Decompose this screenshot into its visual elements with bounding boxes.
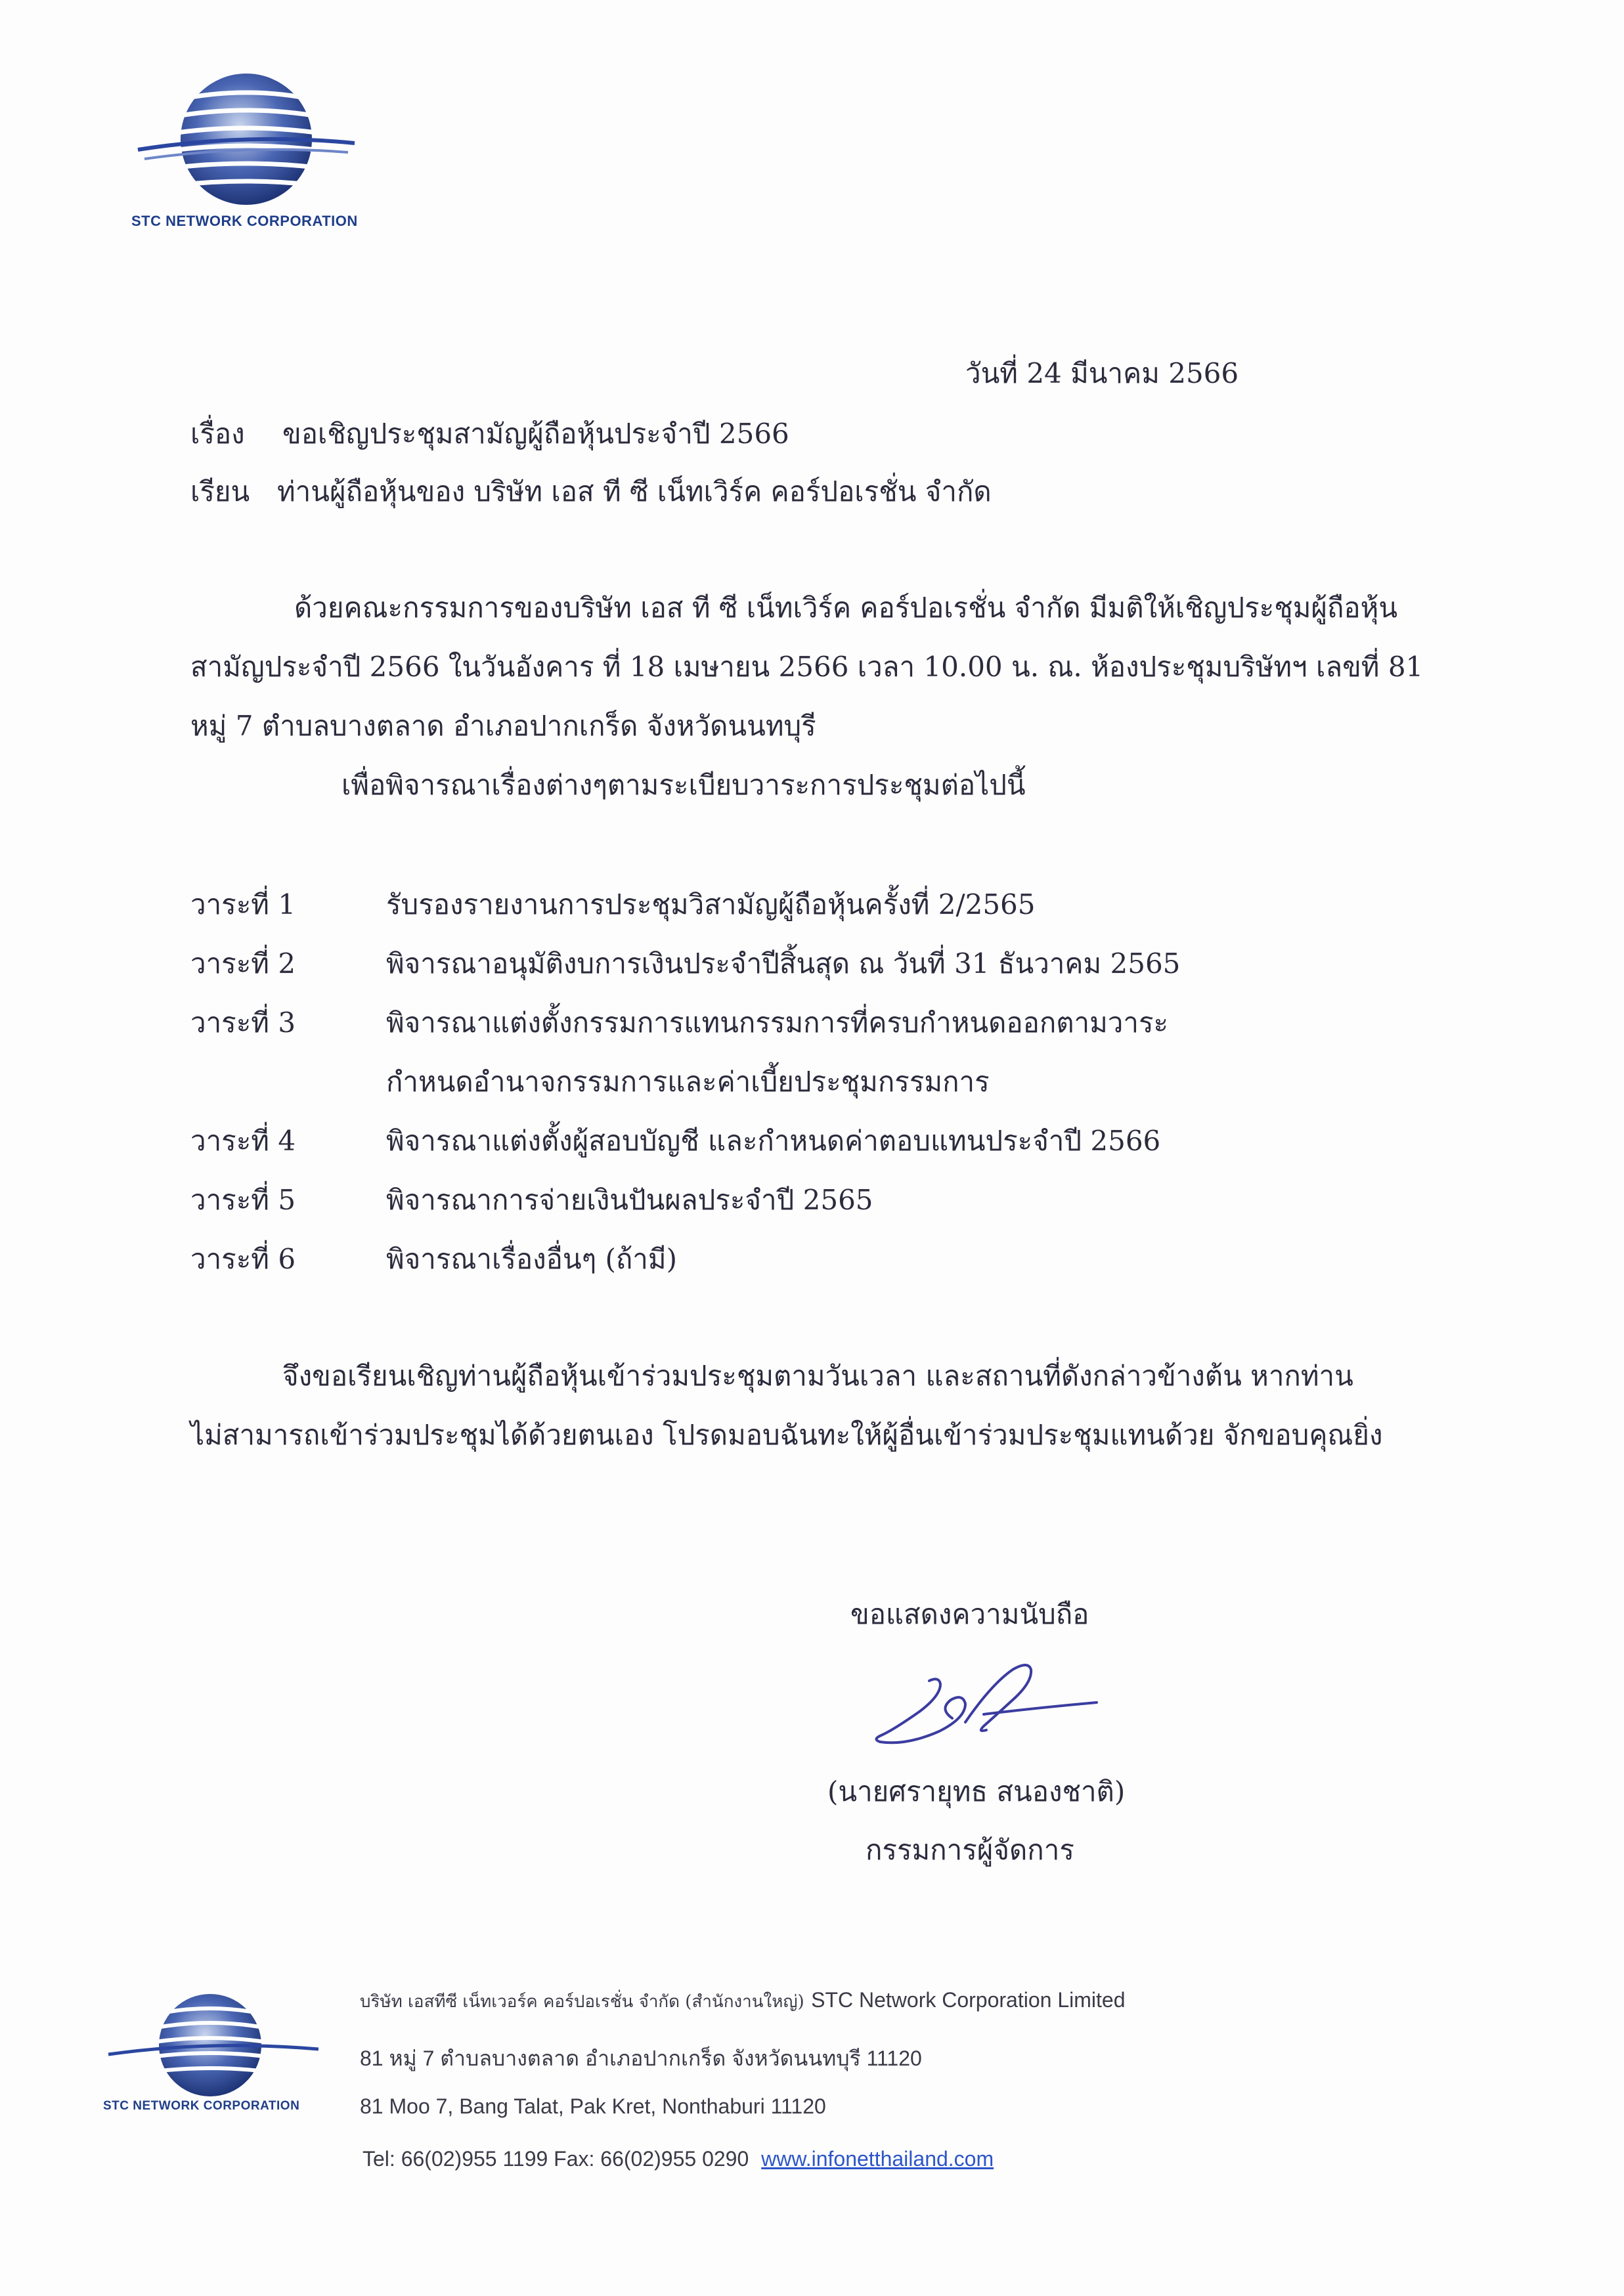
closing-line-1: จึงขอเรียนเชิญท่านผู้ถือหุ้นเข้าร่วมประชุมตามวันเวลา และสถานที่ดังกล่าวข้างต้น หากท่าน [282,1360,1353,1392]
footer-address-thai [360,2042,922,2075]
agenda-label: วาระที่ 5 [190,1184,296,1216]
footer-company-thai: บริษัท เอสทีซี เน็ทเวอร์ค คอร์ปอเรชั่น จำกัด (สำนักงานใหญ่) [360,1992,804,2012]
footer-logo [102,1986,325,2117]
agenda-item: พิจารณาเรื่องอื่นๆ (ถ้ามี) [386,1243,677,1275]
agenda-item: รับรองรายงานการประชุมวิสามัญผู้ถือหุ้นครั้งที่ 2/2565 [386,888,1036,921]
subject-label: เรื่อง [190,418,245,450]
agenda-label: วาระที่ 1 [190,888,296,921]
agenda-item: พิจารณาแต่งตั้งกรรมการแทนกรรมการที่ครบกำหนดออกตามวาระ [386,1007,1169,1039]
agenda-item: พิจารณาอนุมัติงบการเงินประจำปีสิ้นสุด ณ วันที่ 31 ธันวาคม 2565 [386,947,1181,980]
signature-icon [867,1658,1116,1756]
subject-text: ขอเชิญประชุมสามัญผู้ถือหุ้นประจำปี 2566 [282,418,789,450]
footer-phone-fax: Tel: 66(02)955 1199 Fax: 66(02)955 0290 [362,2147,749,2171]
agenda-label: วาระที่ 6 [190,1243,296,1275]
footer-company-english: STC Network Corporation Limited [811,1988,1126,2012]
header-logo [131,66,368,236]
closing-line-2: ไม่สามารถเข้าร่วมประชุมได้ด้วยตนเอง โปรดมอบฉันทะให้ผู้อื่นเข้าร่วมประชุมแทนด้วย จักขอบคุณยิ่ง [190,1419,1383,1451]
paragraph-1-line-1: ด้วยคณะกรรมการของบริษัท เอส ที ซี เน็ทเวิร์ค คอร์ปอเรชั่น จำกัด มีมติให้เชิญประชุมผู้ถือหุ้น [294,592,1398,624]
header-logo-caption: STC NETWORK CORPORATION [131,213,358,229]
footer-address-english: 81 Moo 7, Bang Talat, Pak Kret, Nonthaburi 11120 [360,2094,826,2118]
paragraph-1-line-3: หมู่ 7 ตำบลบางตลาด อำเภอปากเกร็ด จังหวัดนนทบุรี [190,710,816,742]
recipient-label: เรียน [190,475,250,508]
footer-contact-line [362,2147,994,2171]
footer-address-thai-text: 81 หมู่ 7 ตำบลบางตลาด อำเภอปากเกร็ด จังหวัดนนทบุรี 11120 [360,2047,922,2070]
globe-logo-icon [131,66,368,217]
globe-logo-icon [102,1986,325,2104]
sign-off: ขอแสดงความนับถือ [850,1598,1089,1630]
agenda-label: วาระที่ 3 [190,1007,296,1039]
recipient-text: ท่านผู้ถือหุ้นของ บริษัท เอส ที ซี เน็ทเวิร์ค คอร์ปอเรชั่น จำกัด [277,475,992,508]
agenda-item: พิจารณาการจ่ายเงินปันผลประจำปี 2565 [386,1184,873,1216]
agenda-label: วาระที่ 2 [190,947,296,980]
signer-name: (นายศรายุทธ สนองชาติ) [827,1775,1126,1808]
footer-logo-caption: STC NETWORK CORPORATION [103,2099,300,2113]
footer-company-line [360,1988,1125,2015]
agenda-label: วาระที่ 4 [190,1125,296,1157]
letter-date: วันที่ 24 มีนาคม 2566 [965,357,1239,389]
paragraph-1-line-2: สามัญประจำปี 2566 ในวันอังคาร ที่ 18 เมษายน 2566 เวลา 10.00 น. ณ. ห้องประชุมบริษัทฯ เลขที่ 81 [190,651,1424,683]
paragraph-2: เพื่อพิจารณาเรื่องต่างๆตามระเบียบวาระการประชุมต่อไปนี้ [341,769,1026,801]
signer-title: กรรมการผู้จัดการ [866,1834,1074,1866]
agenda-item-continuation: กำหนดอำนาจกรรมการและค่าเบี้ยประชุมกรรมการ [386,1066,990,1098]
website-link[interactable]: www.infonetthailand.com [761,2147,994,2171]
agenda-item: พิจารณาแต่งตั้งผู้สอบบัญชี และกำหนดค่าตอบแทนประจำปี 2566 [386,1125,1161,1157]
